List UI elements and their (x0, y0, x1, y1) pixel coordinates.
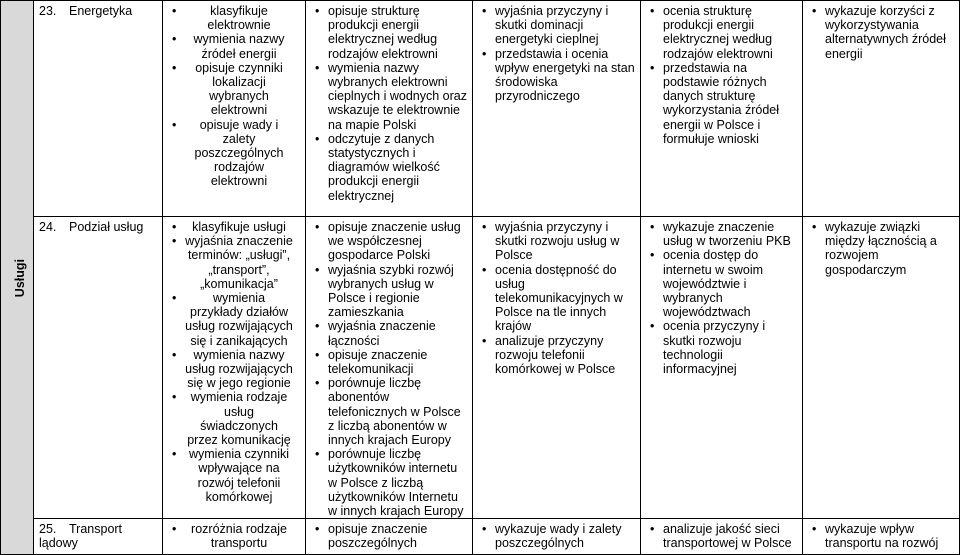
requirement-item: • wymienia czynniki wpływające na rozwój telefonii komórkowej (185, 447, 301, 504)
requirements-cell (306, 1, 473, 217)
requirement-item: • ocenia strukturę produkcji energii elektrycznej według rodzajów elektrowni (663, 4, 798, 61)
section-label: Usługi (13, 258, 27, 297)
requirements-list (645, 522, 798, 550)
lesson-number: 23. (39, 4, 57, 18)
requirements-list (167, 522, 301, 550)
requirement-item: • analizuje jakość sieci transportowej w Polsce (663, 522, 798, 550)
requirements-cell (641, 1, 803, 217)
requirement-item: • rozróżnia rodzaje transportu (185, 522, 301, 550)
requirements-cell (306, 217, 473, 519)
requirements-cell (641, 217, 803, 519)
requirement-item: • wyjaśnia przyczyny i skutki dominacji energetyki cieplnej (495, 4, 636, 47)
requirement-item: • porównuje liczbę użytkowników internetu w Polsce z liczbą użytkowników Internetu w innych krajach Europy (328, 447, 468, 518)
requirements-list (167, 4, 301, 189)
requirement-item: • opisuje znaczenie telekomunikacji (328, 348, 468, 376)
requirements-cell (803, 519, 960, 555)
section-cell (1, 1, 34, 555)
lesson-cell (34, 217, 163, 519)
requirement-item: • ocenia dostępność do usług telekomunikacyjnych w Polsce na tle innych krajów (495, 263, 636, 334)
requirements-cell (163, 519, 306, 555)
requirements-list (645, 4, 798, 146)
requirement-item: • wykazuje wady i zalety poszczególnych (495, 522, 636, 550)
requirements-list (310, 4, 468, 203)
requirements-list (807, 4, 955, 61)
requirements-list (477, 220, 636, 376)
requirement-item: • wyjaśnia znaczenie łączności (328, 319, 468, 347)
requirement-item: • przedstawia na podstawie różnych danych strukturę wykorzystania źródeł energii w Polsce i formułuje wnioski (663, 61, 798, 146)
requirement-item: • odczytuje z danych statystycznych i diagramów wielkość produkcji energii elektrycznej (328, 132, 468, 203)
requirement-item: • ocenia dostęp do internetu w swoim województwie i wybranych województwach (663, 248, 798, 319)
table-row (1, 1, 960, 217)
requirements-list (167, 220, 301, 504)
requirement-item: • ocenia przyczyny i skutki rozwoju technologii informacyjnej (663, 319, 798, 376)
requirements-list (645, 220, 798, 376)
requirement-item: • wyjaśnia szybki rozwój wybranych usług w Polsce i regionie zamieszkania (328, 263, 468, 320)
requirements-list (477, 4, 636, 103)
requirement-item: • wyjaśnia przyczyny i skutki rozwoju usług w Polsce (495, 220, 636, 263)
table-row (1, 217, 960, 519)
lesson-cell (34, 1, 163, 217)
requirements-cell (163, 217, 306, 519)
lesson-number: 24. (39, 220, 57, 234)
requirement-item: • klasyfikuje usługi (185, 220, 301, 234)
requirement-item: • wymienia nazwy wybranych elektrowni cieplnych i wodnych oraz wskazuje te elektrownie na mapie Polski (328, 61, 468, 132)
requirement-item: • opisuje strukturę produkcji energii elektrycznej według rodzajów elektrowni (328, 4, 468, 61)
requirement-item: • wykazuje korzyści z wykorzystywania alternatywnych źródeł energii (825, 4, 955, 61)
lesson-cell (34, 519, 163, 555)
requirement-item: • opisuje znaczenie poszczególnych (328, 522, 468, 550)
requirement-item: • wymienia rodzaje usług świadczonych przez komunikację (185, 390, 301, 447)
requirements-cell (163, 1, 306, 217)
requirements-list (807, 220, 955, 277)
requirement-item: • wymienia przykłady działów usług rozwijających się i zanikających (185, 291, 301, 348)
requirements-cell (473, 519, 641, 555)
requirement-item: • wykazuje wpływ transportu na rozwój (825, 522, 955, 550)
requirement-item: • wymienia nazwy usług rozwijających się w jego regionie (185, 348, 301, 391)
requirement-item: • wykazuje związki między łącznością a rozwojem gospodarczym (825, 220, 955, 277)
requirement-item: • opisuje wady i zalety poszczególnych rodzajów elektrowni (185, 118, 301, 189)
lesson-topic: Podział usług (69, 220, 144, 234)
requirements-list (807, 522, 955, 550)
requirements-cell (803, 217, 960, 519)
lesson-topic: Energetyka (69, 4, 133, 18)
requirement-item: • wyjaśnia znaczenie terminów: „usługi”, „transport”, „komunikacja” (185, 234, 301, 291)
requirement-item: • porównuje liczbę abonentów telefonicznych w Polsce z liczbą abonentów w innych krajach Europy (328, 376, 468, 447)
requirement-item: • wykazuje znaczenie usług w tworzeniu PKB (663, 220, 798, 248)
requirement-item: • analizuje przyczyny rozwoju telefonii komórkowej w Polsce (495, 334, 636, 377)
requirements-list (310, 220, 468, 518)
requirement-item: • opisuje czynniki lokalizacji wybranych elektrowni (185, 61, 301, 118)
requirement-item: • przedstawia i ocenia wpływ energetyki na stan środowiska przyrodniczego (495, 47, 636, 104)
requirements-cell (803, 1, 960, 217)
requirements-cell (473, 1, 641, 217)
lesson-number: 25. (39, 522, 57, 537)
requirements-cell (306, 519, 473, 555)
table-row (1, 519, 960, 555)
requirement-item: • wymienia nazwy źródeł energii (185, 32, 301, 60)
requirement-item: • klasyfikuje elektrownie (185, 4, 301, 32)
lesson-topic: Transport lądowy (39, 522, 123, 551)
requirements-list (310, 522, 468, 550)
requirement-item: • opisuje znaczenie usług we współczesnej gospodarce Polski (328, 220, 468, 263)
requirements-cell (473, 217, 641, 519)
requirements-cell (641, 519, 803, 555)
requirements-list (477, 522, 636, 550)
